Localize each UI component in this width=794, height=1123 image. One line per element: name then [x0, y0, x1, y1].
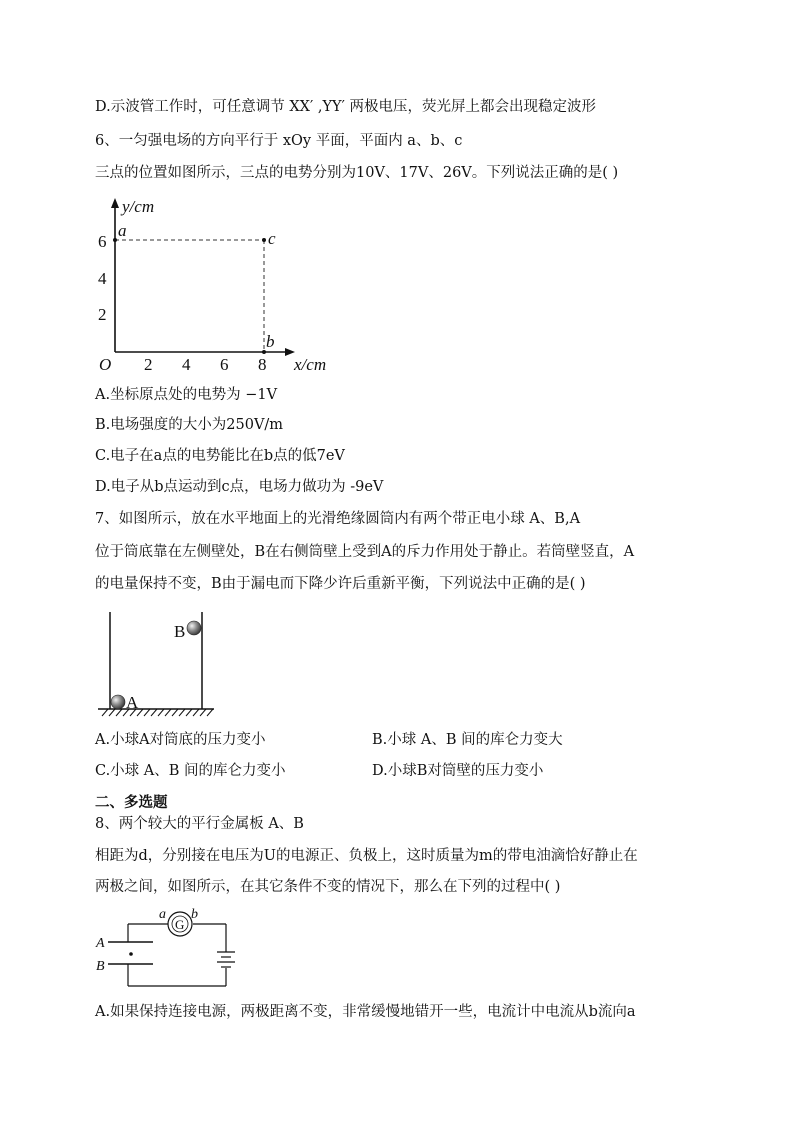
q7-stem-line2: 位于筒底靠在左侧壁处，B在右侧筒壁上受到A的斥力作用处于静止。若筒壁竖直，A: [95, 544, 635, 560]
ball-a: [111, 695, 125, 709]
x-axis-label: x/cm: [294, 355, 327, 374]
q6-option-a: A.坐标原点处的电势为 −1V: [95, 387, 278, 403]
origin-label: O: [99, 355, 112, 374]
x-tick-2: 2: [144, 355, 153, 374]
point-a-label: a: [118, 221, 127, 240]
q7-option-b: B.小球 A、B 间的库仑力变大: [372, 732, 563, 748]
y-axis-label: y/cm: [122, 197, 155, 216]
q8-stem-line2: 相距为d，分别接在电压为U的电源正、负极上，这时质量为m的带电油滴恰好静止在: [95, 848, 638, 864]
plate-a-label: A: [96, 936, 105, 951]
ball-b: [187, 621, 201, 635]
x-tick-8: 8: [258, 355, 267, 374]
q5-option-d: D.示波管工作时，可任意调节 XX′ ,YY′ 两极电压，荧光屏上都会出现稳定波形: [95, 99, 597, 115]
y-tick-6: 6: [98, 232, 107, 251]
ball-b-label: B: [174, 622, 186, 641]
q8-option-a: A.如果保持连接电源，两极距离不变，非常缓慢地错开一些，电流计中电流从b流向a: [95, 1004, 636, 1020]
q8-circuit-figure: [93, 906, 253, 991]
q7-option-a: A.小球A对筒底的压力变小: [95, 732, 266, 748]
plate-b-label: B: [96, 959, 105, 974]
q7-cylinder-figure: [96, 610, 221, 720]
q8-stem-line1: 8、两个较大的平行金属板 A、B: [95, 816, 304, 832]
q6-option-d: D.电子从b点运动到c点，电场力做功为 -9eV: [95, 479, 384, 495]
point-b-label: b: [266, 332, 275, 351]
point-c-dot: [262, 238, 266, 242]
galvanometer-label: G: [175, 917, 185, 932]
point-c-label: c: [268, 229, 276, 248]
terminal-a-label: a: [159, 907, 166, 922]
q6-coordinate-figure: [90, 192, 350, 377]
y-tick-4: 4: [98, 269, 107, 288]
q6-stem-line1: 6、一匀强电场的方向平行于 xOy 平面，平面内 a、b、c: [95, 133, 463, 149]
q7-stem-line1: 7、如图所示，放在水平地面上的光滑绝缘圆筒内有两个带正电小球 A、B,A: [95, 511, 581, 527]
q6-option-b: B.电场强度的大小为250V/m: [95, 417, 284, 433]
q7-stem-line3: 的电量保持不变，B由于漏电而下降少许后重新平衡，下列说法中正确的是( ): [95, 576, 586, 592]
q6-stem-line2: 三点的位置如图所示，三点的电势分别为10V、17V、26V。下列说法正确的是( ): [95, 165, 619, 181]
q6-option-c: C.电子在a点的电势能比在b点的低7eV: [95, 448, 345, 464]
y-tick-2: 2: [98, 305, 107, 324]
point-a-dot: [113, 238, 117, 242]
x-tick-4: 4: [182, 355, 191, 374]
q8-stem-line3: 两极之间，如图所示，在其它条件不变的情况下，那么在下列的过程中( ): [95, 879, 561, 895]
terminal-b-label: b: [191, 907, 198, 922]
q7-option-d: D.小球B对筒壁的压力变小: [372, 763, 544, 779]
q7-option-c: C.小球 A、B 间的库仑力变小: [95, 763, 286, 779]
section-heading-multi-choice: 二、多选题: [95, 795, 168, 811]
x-tick-6: 6: [220, 355, 229, 374]
oil-drop: [129, 952, 133, 956]
ball-a-label: A: [126, 693, 139, 712]
